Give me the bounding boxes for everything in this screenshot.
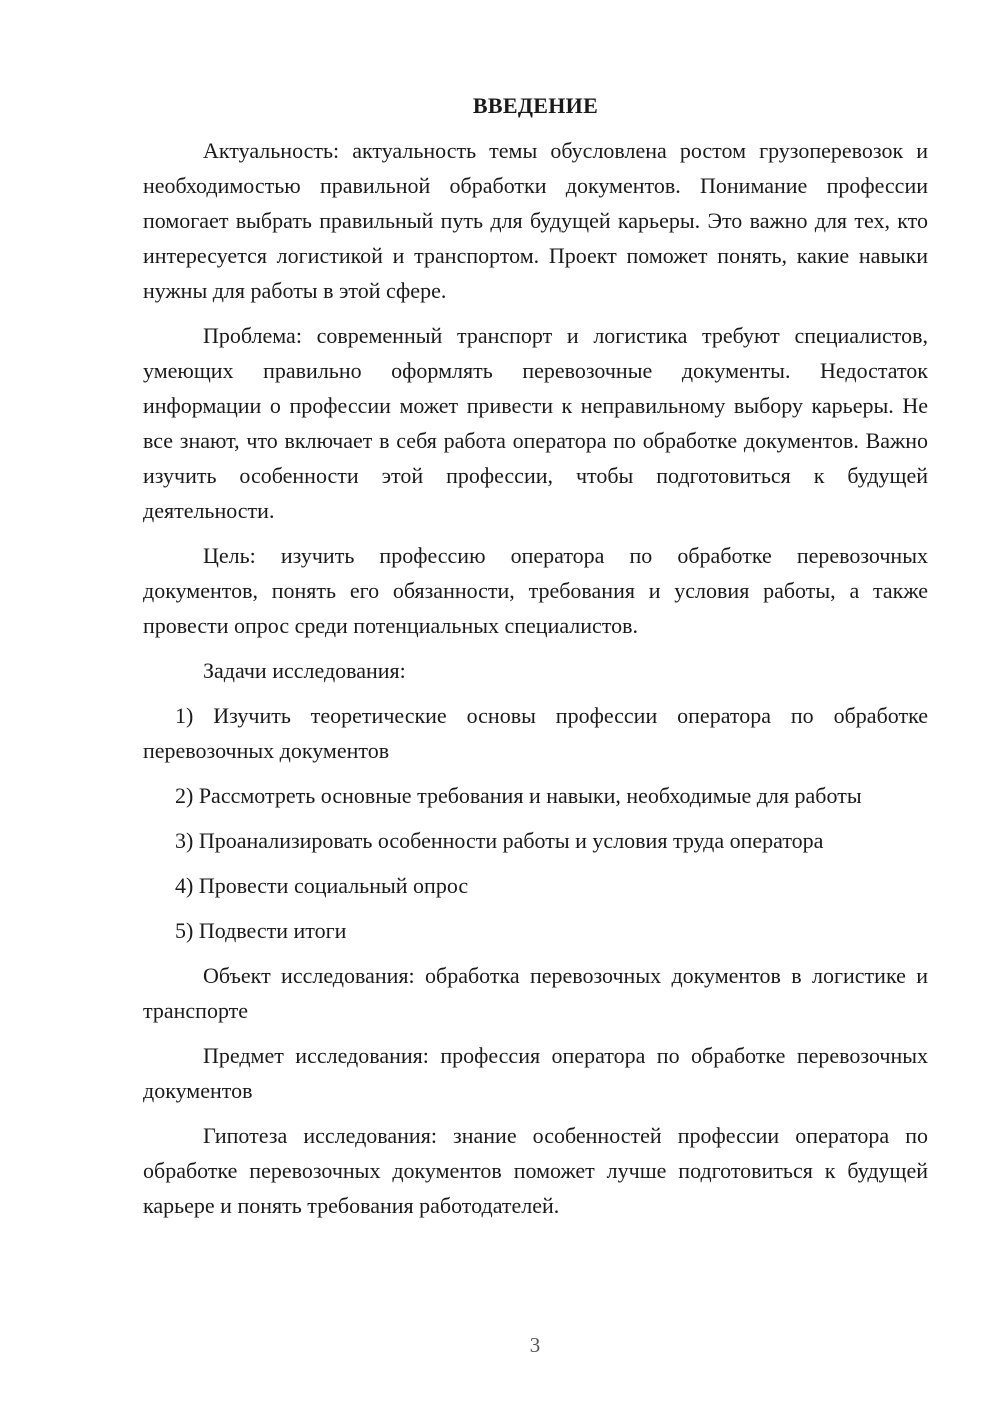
tasks-title: Задачи исследования: (203, 658, 406, 683)
document-page (143, 88, 928, 1233)
tasks-list (143, 698, 928, 948)
list-item: 1) Изучить теоретические основы профессии оператора по обработке перевозочных документов (143, 703, 928, 763)
list-item: 5) Подвести итоги (175, 918, 347, 943)
page-title: ВВЕДЕНИЕ (472, 93, 599, 118)
list-item: 2) Рассмотреть основные требования и навыки, необходимые для работы (175, 783, 862, 808)
list-item: 4) Провести социальный опрос (175, 873, 469, 898)
problem-paragraph: Проблема: современный транспорт и логистика требуют специалистов, умеющих правильно оформлять перевозочные документы. Недостаток информации о профессии может привести к неправильному выбору карьеры. Не все знают, что включает в себя работа оператора по обработке документов. Важно изучить особенности этой профессии, чтобы подготовиться к будущей деятельности. (143, 323, 928, 523)
list-item: 3) Проанализировать особенности работы и условия труда оператора (175, 828, 824, 853)
hypothesis-paragraph: Гипотеза исследования: знание особенностей профессии оператора по обработке перевозочных документов поможет лучше подготовиться к будущей карьере и понять требования работодателей. (143, 1123, 928, 1218)
subject-paragraph: Предмет исследования: профессия оператора по обработке перевозочных документов (143, 1043, 928, 1103)
page-number: 3 (529, 1333, 541, 1357)
object-paragraph: Объект исследования: обработка перевозочных документов в логистике и транспорте (143, 963, 928, 1023)
goal-paragraph: Цель: изучить профессию оператора по обработке перевозочных документов, понять его обязанности, требования и условия работы, а также провести опрос среди потенциальных специалистов. (143, 543, 928, 638)
relevance-paragraph: Актуальность: актуальность темы обусловлена ростом грузоперевозок и необходимостью правильной обработки документов. Понимание профессии помогает выбрать правильный путь для будущей карьеры. Это важно для тех, кто интересуется логистикой и транспортом. Проект поможет понять, какие навыки нужны для работы в этой сфере. (143, 138, 928, 303)
